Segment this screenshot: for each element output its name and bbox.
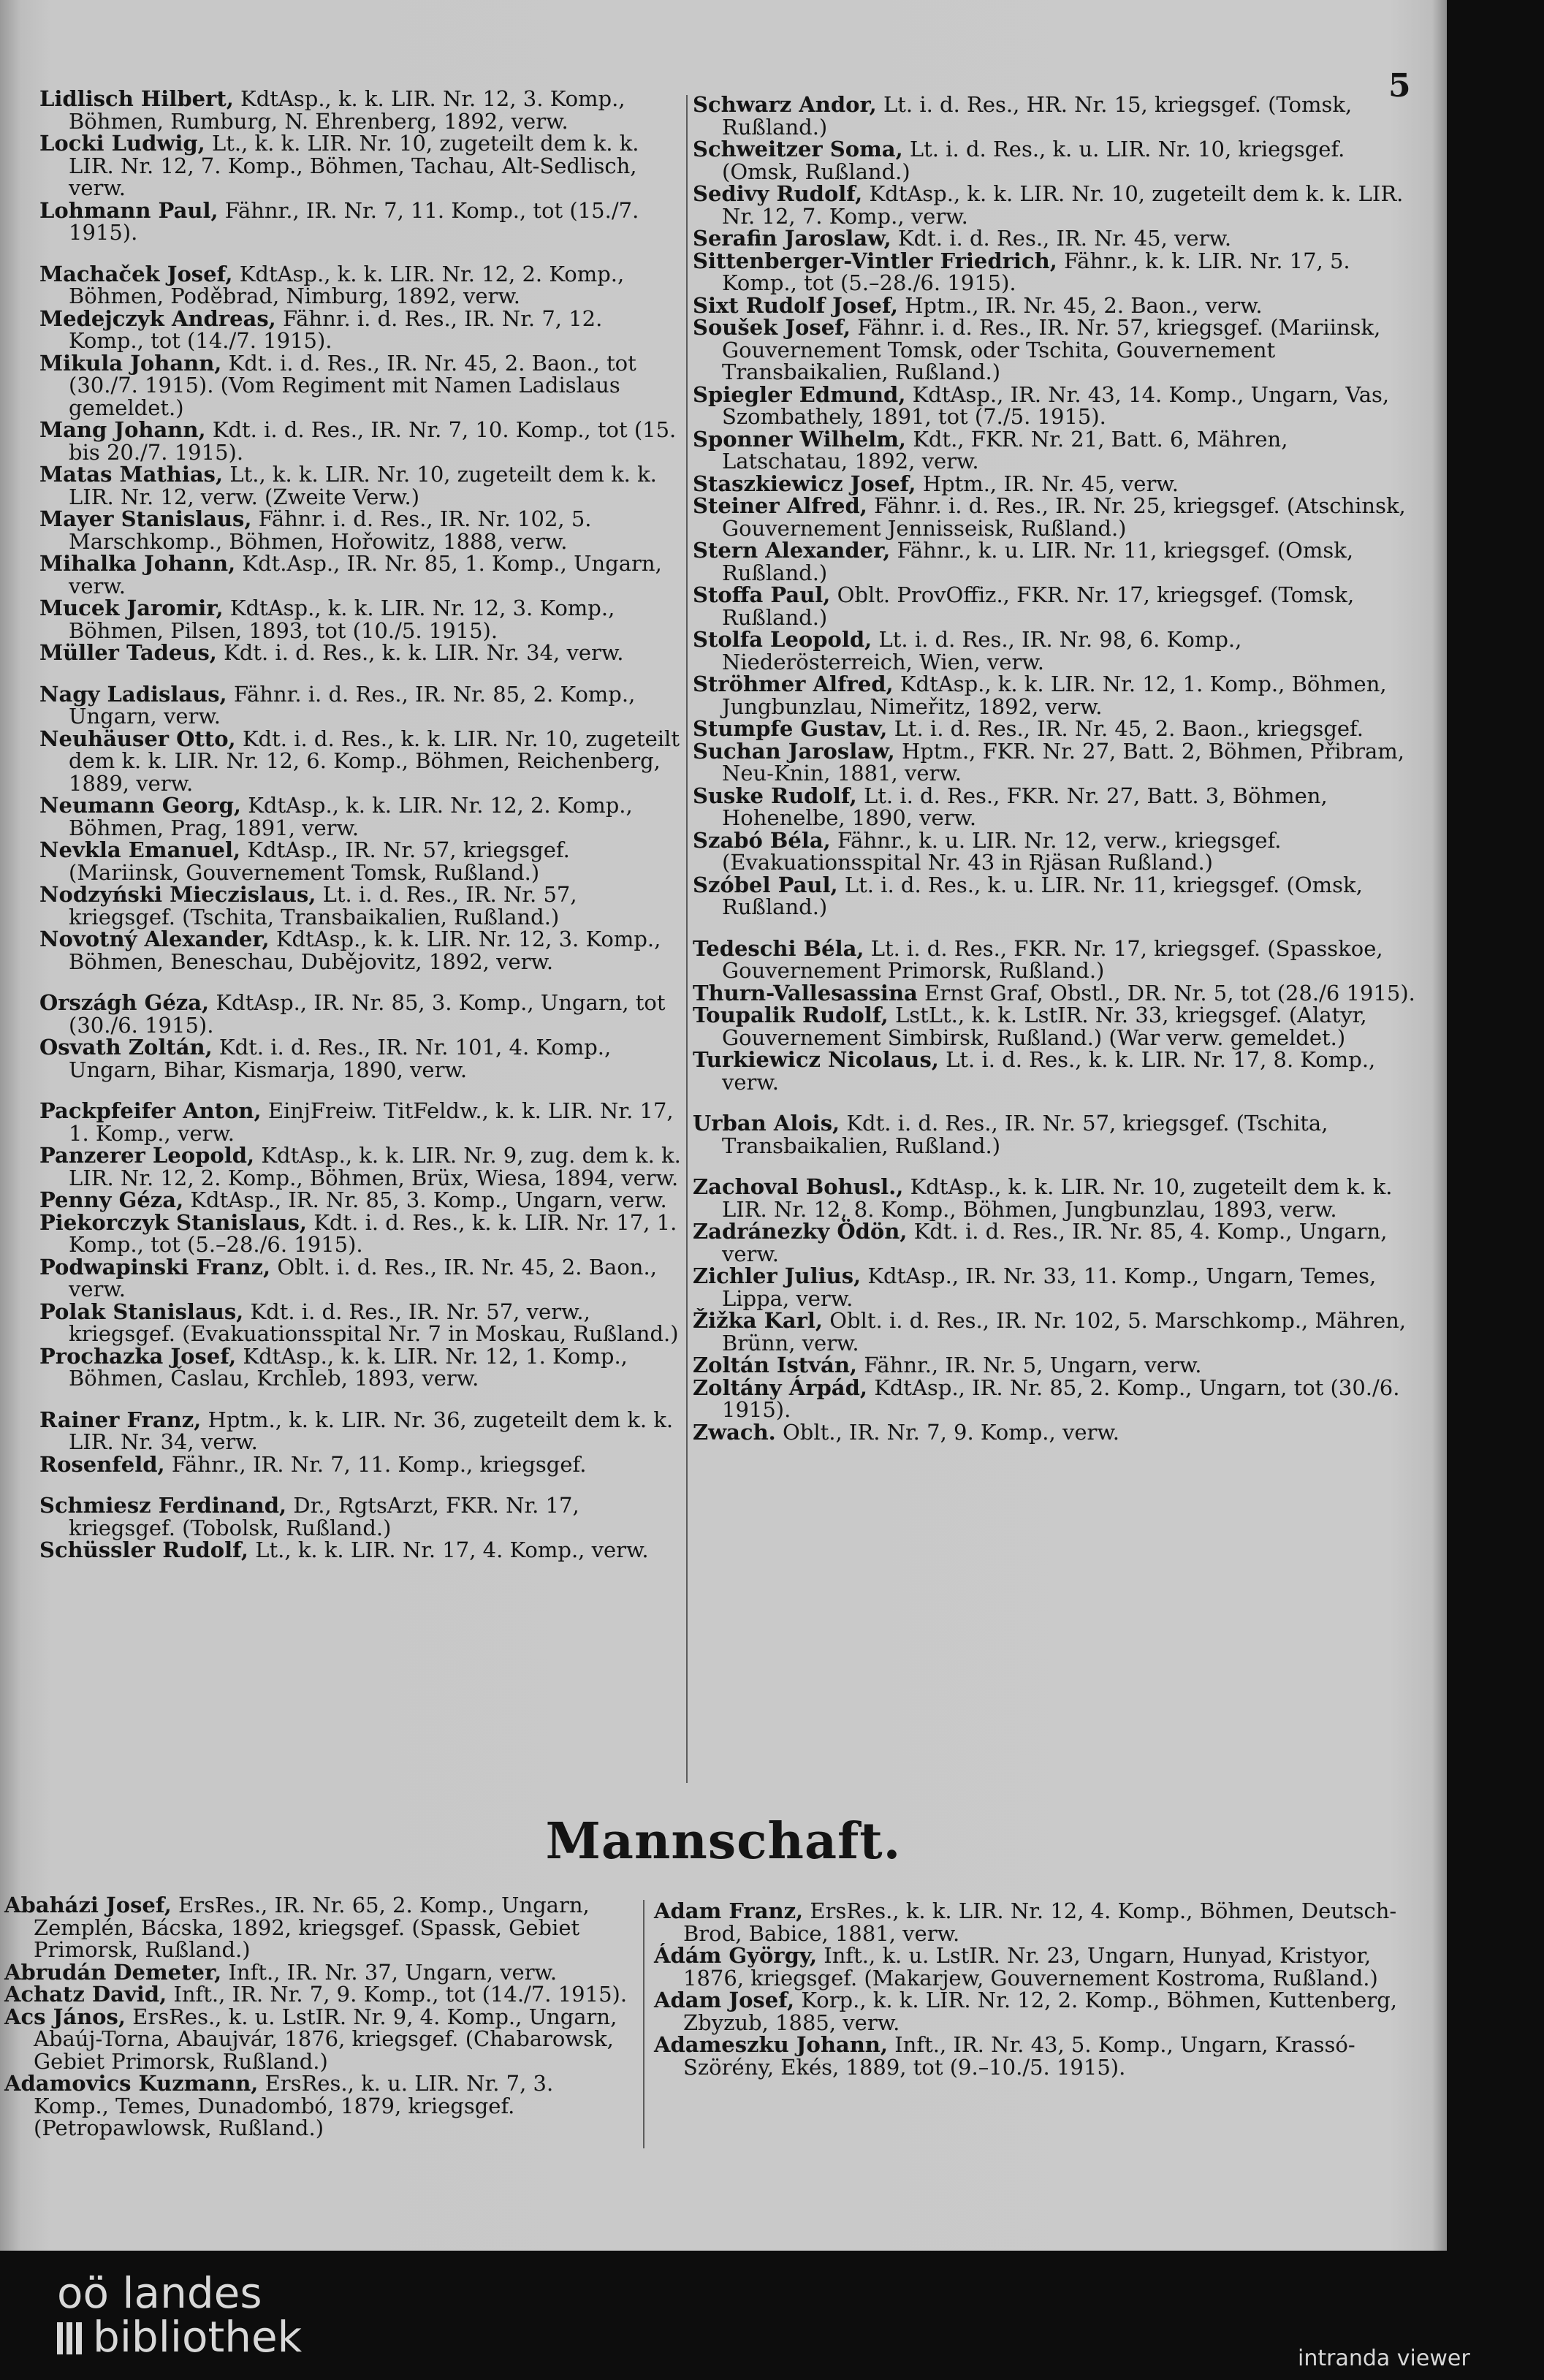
roster-entry (693, 1112, 1416, 1157)
roster-entry (654, 2034, 1414, 2078)
entry-text: Fähnr., IR. Nr. 7, 11. Komp., tot (15./7. 1915). (69, 197, 639, 245)
entry-text: Oblt. ProvOffiz., FKR. Nr. 17, kriegsgef. (Tomsk, Rußland.) (722, 582, 1355, 630)
entry-name: Adam Franz, (654, 1898, 804, 1923)
entry-name: Zoltány Árpád, (693, 1375, 867, 1400)
entry-name: Adamovics Kuzmann, (4, 2071, 259, 2096)
entry-name: Mucek Jaromir, (39, 596, 224, 620)
entry-name: Serafin Jaroslaw, (693, 226, 891, 251)
roster-entry (693, 294, 1416, 317)
entry-text: Ernst Graf, Obstl., DR. Nr. 5, tot (28./6 1915). (924, 980, 1415, 1005)
entry-text: Lt. i. d. Res., k. u. LIR. Nr. 10, kriegsgef. (Omsk, Rußland.) (722, 137, 1345, 184)
entry-name: Tedeschi Béla, (693, 935, 864, 961)
entry-name: Országh Géza, (39, 990, 210, 1015)
entry-name: Schwarz Andor, (693, 92, 877, 117)
entry-text: Hptm., k. k. LIR. Nr. 36, zugeteilt dem k. k. LIR. Nr. 34, verw. (69, 1407, 674, 1454)
page-number: 5 (1388, 67, 1411, 104)
logo-line-2: bibliothek (93, 2312, 303, 2362)
entry-name: Suske Rudolf, (693, 783, 857, 808)
entry-text: Fähnr. i. d. Res., IR. Nr. 57, kriegsgef. (Mariinsk, Gouvernement Tomsk, oder Tschita, Gouvernement Transbaikalien, Rußland.) (722, 315, 1381, 384)
roster-entry (39, 263, 682, 308)
roster-entry (39, 883, 682, 928)
roster-entry (39, 794, 682, 839)
roster-entry (693, 138, 1416, 183)
entry-text: KdtAsp., IR. Nr. 33, 11. Komp., Ungarn, Temes, Lippa, verw. (722, 1263, 1377, 1311)
entry-name: Medejczyk Andreas, (39, 305, 276, 331)
entry-text: Oblt. i. d. Res., IR. Nr. 45, 2. Baon., verw. (69, 1254, 657, 1301)
entry-text: KdtAsp., k. k. LIR. Nr. 12, 2. Komp., Böhmen, Prag, 1891, verw. (69, 793, 633, 840)
entry-text: Inft., IR. Nr. 43, 5. Komp., Ungarn, Krassó-Szörény, Ekés, 1889, tot (9.–10./5. 1915). (683, 2032, 1355, 2080)
entry-name: Sponner Wilhelm, (693, 426, 906, 452)
entry-text: KdtAsp., IR. Nr. 57, kriegsgef. (Mariinsk, Gouvernement Tomsk, Rußland.) (69, 837, 570, 885)
roster-entry (39, 199, 682, 244)
logo-line-1: oö landes (57, 2268, 262, 2318)
entry-text: Lt., k. k. LIR. Nr. 17, 4. Komp., verw. (255, 1537, 649, 1562)
entry-text: Lt. i. d. Res., IR. Nr. 57, kriegsgef. (Tschita, Transbaikalien, Rußland.) (69, 882, 577, 929)
roster-entry (39, 1256, 682, 1301)
entry-text: Kdt. i. d. Res., IR. Nr. 101, 4. Komp., Ungarn, Bihar, Kismarja, 1890, verw. (69, 1035, 612, 1082)
entry-text: ErsRes., k. u. LstIR. Nr. 9, 4. Komp., Ungarn, Abaúj-Torna, Abaujvár, 1876, kriegsgef. (Chabarowsk, Gebiet Primorsk, Rußland.) (34, 2004, 617, 2074)
entry-text: Lt. i. d. Res., IR. Nr. 98, 6. Komp., Niederösterreich, Wien, verw. (722, 627, 1242, 674)
entry-text: KdtAsp., IR. Nr. 85, 3. Komp., Ungarn, verw. (190, 1187, 667, 1212)
roster-entry (693, 628, 1416, 673)
entry-text: KdtAsp., k. k. LIR. Nr. 10, zugeteilt dem k. k. LIR. Nr. 12, 7. Komp., verw. (722, 181, 1404, 229)
entry-text: KdtAsp., IR. Nr. 43, 14. Komp., Ungarn, Vas, Szombathely, 1891, tot (7./5. 1915). (722, 381, 1390, 429)
entry-text: Kdt. i. d. Res., k. k. LIR. Nr. 10, zugeteilt dem k. k. LIR. Nr. 12, 6. Komp., Böhmen, Reichenberg, 1889, verw. (69, 726, 680, 796)
entry-text: Fähnr., IR. Nr. 5, Ungarn, verw. (864, 1353, 1202, 1377)
roster-entry (693, 94, 1416, 138)
entry-text: Fähnr., k. u. LIR. Nr. 12, verw., kriegsgef. (Evakuationsspital Nr. 43 in Rjäsan Rußland.) (722, 827, 1282, 875)
entry-name: Neumann Georg, (39, 793, 241, 818)
entry-text: Lt. i. d. Res., FKR. Nr. 17, kriegsgef. (Spasskoe, Gouvernement Primorsk, Rußland.) (722, 935, 1383, 983)
roster-entry (693, 829, 1416, 874)
entry-name: Abaházi Josef, (4, 1893, 172, 1917)
entry-name: Stolfa Leopold, (693, 627, 872, 652)
section-heading: Mannschaft. (545, 1812, 902, 1871)
roster-entry (39, 1209, 682, 1257)
entry-name: Sittenberger-Vintler Friedrich, (693, 248, 1057, 273)
entry-name: Osvath Zoltán, (39, 1035, 213, 1060)
entry-name: Mikula Johann, (39, 350, 222, 376)
bottom-left-column (4, 1894, 633, 2140)
roster-entry (39, 508, 682, 552)
entry-text: Oblt., IR. Nr. 7, 9. Komp., verw. (782, 1419, 1119, 1445)
roster-entry (39, 642, 682, 664)
entry-text: Lt. i. d. Res., k. k. LIR. Nr. 17, 8. Komp., verw. (722, 1047, 1376, 1095)
entry-name: Staszkiewicz Josef, (693, 471, 916, 496)
column-divider-top (686, 95, 688, 1783)
roster-entry (39, 463, 682, 508)
entry-text: Kdt.Asp., IR. Nr. 85, 1. Komp., Ungarn, verw. (69, 551, 662, 598)
entry-text: Kdt. i. d. Res., IR. Nr. 45, 2. Baon., tot (30./7. 1915). (Vom Regiment mit Namen Ladislaus gemeldet.) (69, 350, 636, 420)
entry-name: Zichler Julius, (693, 1263, 862, 1288)
entry-name: Zwach. (693, 1419, 776, 1445)
entry-text: Inft., k. u. LstIR. Nr. 23, Ungarn, Hunyad, Kristyor, 1876, kriegsgef. (Makarjew, Gouvernement Kostroma, Rußland.) (683, 1943, 1378, 1991)
roster-entry (39, 992, 682, 1036)
entry-name: Achatz David, (4, 1982, 167, 2007)
entry-name: Müller Tadeus, (39, 640, 217, 665)
roster-entry (39, 597, 682, 642)
roster-entry (39, 839, 682, 883)
roster-entry (39, 1409, 682, 1453)
roster-entry (693, 495, 1416, 539)
entry-text: KdtAsp., k. k. LIR. Nr. 12, 1. Komp., Böhmen, Časlau, Krchleb, 1893, verw. (69, 1343, 628, 1391)
roster-entry (39, 1036, 682, 1081)
entry-text: LstLt., k. k. LstIR. Nr. 33, kriegsgef. (Alatyr, Gouvernement Simbirsk, Rußland.) (War verw. gemeldet.) (722, 1003, 1367, 1050)
entry-text: Inft., IR. Nr. 37, Ungarn, verw. (228, 1959, 558, 1985)
roster-entry (693, 1309, 1416, 1354)
roster-entry (693, 1004, 1416, 1049)
roster-entry (693, 673, 1416, 718)
entry-text: KdtAsp., k. k. LIR. Nr. 10, zugeteilt dem k. k. LIR. Nr. 12, 8. Komp., Böhmen, Jungbunzlau, 1893, verw. (722, 1174, 1393, 1222)
entry-name: Spiegler Edmund, (693, 381, 906, 407)
entry-text: Inft., IR. Nr. 7, 9. Komp., tot (14./7. 1915). (173, 1982, 628, 2007)
entry-text: EinjFreiw. TitFeldw., k. k. LIR. Nr. 17, 1. Komp., verw. (69, 1098, 674, 1146)
viewer-label: intranda viewer (1298, 2346, 1470, 2371)
roster-entry (693, 428, 1416, 473)
entry-text: Lt. i. d. Res., HR. Nr. 15, kriegsgef. (Tomsk, Rußland.) (722, 92, 1353, 140)
entry-text: Kdt. i. d. Res., IR. Nr. 7, 10. Komp., tot (15. bis 20./7. 1915). (69, 417, 677, 465)
roster-entry (39, 552, 682, 597)
roster-entry (39, 88, 682, 132)
entry-name: Ströhmer Alfred, (693, 672, 894, 696)
entry-text: Kdt. i. d. Res., k. k. LIR. Nr. 17, 1. Komp., tot (5.–28./6. 1915). (69, 1209, 677, 1257)
entry-name: Mang Johann, (39, 417, 206, 442)
entry-name: Mihalka Johann, (39, 551, 236, 576)
entry-text: ErsRes., k. k. LIR. Nr. 12, 4. Komp., Böhmen, Deutsch-Brod, Babice, 1881, verw. (683, 1898, 1397, 1946)
entry-name: Lidlisch Hilbert, (39, 86, 234, 111)
roster-entry (693, 785, 1416, 829)
entry-text: Oblt. i. d. Res., IR. Nr. 102, 5. Marschkomp., Mähren, Brünn, verw. (722, 1308, 1407, 1356)
entry-name: Sixt Rudolf Josef, (693, 292, 898, 318)
entry-text: Lt. i. d. Res., FKR. Nr. 27, Batt. 3, Böhmen, Hohenelbe, 1890, verw. (722, 783, 1328, 830)
entry-name: Steiner Alfred, (693, 493, 867, 518)
entry-name: Adam Josef, (654, 1988, 795, 2012)
roster-entry (39, 1453, 682, 1476)
roster-entry (693, 1220, 1416, 1265)
entry-text: Kdt. i. d. Res., IR. Nr. 85, 4. Komp., Ungarn, verw. (722, 1219, 1388, 1266)
entry-name: Nevkla Emanuel, (39, 837, 241, 862)
logo-bars-icon (57, 2318, 85, 2362)
entry-name: Schüssler Rudolf, (39, 1537, 249, 1562)
entry-text: Hptm., FKR. Nr. 27, Batt. 2, Böhmen, Přibram, Neu-Knin, 1881, verw. (722, 738, 1405, 786)
roster-entry (693, 584, 1416, 628)
entry-text: Lt., k. k. LIR. Nr. 10, zugeteilt dem k. k. LIR. Nr. 12, 7. Komp., Böhmen, Tachau, Alt-Sedlisch, verw. (69, 131, 639, 200)
entry-text: Fähnr., IR. Nr. 7, 11. Komp., kriegsgef. (171, 1451, 587, 1477)
top-right-column (693, 94, 1416, 1443)
roster-entry (693, 1049, 1416, 1093)
entry-text: ErsRes., IR. Nr. 65, 2. Komp., Ungarn, Zemplén, Bácska, 1892, kriegsgef. (Spassk, Gebiet Primorsk, Rußland.) (34, 1893, 590, 1962)
roster-entry (39, 1301, 682, 1345)
roster-entry (693, 1421, 1416, 1444)
entry-text: KdtAsp., IR. Nr. 85, 3. Komp., Ungarn, tot (30./6. 1915). (69, 990, 666, 1038)
entry-name: Stoffa Paul, (693, 582, 831, 607)
entry-name: Szóbel Paul, (693, 872, 838, 897)
entry-text: Fähnr. i. d. Res., IR. Nr. 7, 12. Komp., tot (14./7. 1915). (69, 305, 603, 353)
entry-text: Fähnr. i. d. Res., IR. Nr. 25, kriegsgef. (Atschinsk, Gouvernement Jennisseisk, Rußland.) (722, 493, 1406, 541)
entry-text: Fähnr., k. u. LIR. Nr. 11, kriegsgef. (Omsk, Rußland.) (722, 538, 1354, 585)
entry-name: Thurn-Vallesassina (693, 980, 918, 1005)
entry-name: Žižka Karl, (693, 1308, 824, 1333)
roster-entry (693, 982, 1416, 1005)
roster-entry (693, 473, 1416, 495)
entry-name: Schmiesz Ferdinand, (39, 1493, 287, 1518)
roster-entry (39, 683, 682, 728)
roster-entry (39, 928, 682, 973)
entry-name: Stumpfe Gustav, (693, 716, 888, 741)
entry-text: Kdt. i. d. Res., IR. Nr. 57, kriegsgef. (Tschita, Transbaikalien, Rußland.) (722, 1111, 1328, 1158)
roster-entry (693, 740, 1416, 785)
roster-entry (39, 1539, 682, 1562)
roster-entry (693, 1354, 1416, 1377)
entry-name: Zoltán István, (693, 1353, 858, 1377)
entry-text: KdtAsp., k. k. LIR. Nr. 12, 3. Komp., Böhmen, Rumburg, N. Ehrenberg, 1892, verw. (69, 86, 625, 134)
roster-entry (39, 1345, 682, 1390)
entry-name: Nodzyński Mieczislaus, (39, 882, 316, 907)
roster-entry (39, 305, 682, 353)
entry-text: Kdt. i. d. Res., IR. Nr. 45, verw. (897, 226, 1232, 251)
roster-entry (39, 728, 682, 795)
entry-name: Polak Stanislaus, (39, 1299, 244, 1324)
library-logo (57, 2268, 303, 2362)
entry-text: KdtAsp., k. k. LIR. Nr. 12, 3. Komp., Böhmen, Beneschau, Dubějovitz, 1892, verw. (69, 927, 661, 974)
entry-name: Zadránezky Ödön, (693, 1219, 908, 1244)
roster-entry (39, 1144, 682, 1189)
entry-name: Machaček Josef, (39, 261, 233, 286)
roster-entry (693, 183, 1416, 227)
entry-name: Adameszku Johann, (654, 2032, 888, 2057)
entry-name: Abrudán Demeter, (4, 1959, 222, 1985)
entry-name: Szabó Béla, (693, 827, 831, 853)
entry-name: Schweitzer Soma, (693, 137, 903, 161)
entry-name: Turkiewicz Nicolaus, (693, 1047, 939, 1072)
top-left-column (39, 88, 682, 1562)
entry-name: Rosenfeld, (39, 1451, 165, 1477)
entry-text: KdtAsp., k. k. LIR. Nr. 12, 1. Komp., Böhmen, Jungbunzlau, Nimeřitz, 1892, verw. (722, 672, 1387, 719)
entry-name: Penny Géza, (39, 1187, 184, 1212)
entry-name: Novotný Alexander, (39, 927, 270, 951)
entry-text: KdtAsp., IR. Nr. 85, 2. Komp., Ungarn, tot (30./6. 1915). (722, 1375, 1400, 1422)
roster-entry (39, 419, 682, 463)
roster-entry (693, 316, 1416, 384)
roster-entry (4, 2072, 633, 2140)
entry-name: Packpfeifer Anton, (39, 1098, 262, 1123)
entry-name: Sedivy Rudolf, (693, 181, 863, 206)
entry-text: Lt. i. d. Res., k. u. LIR. Nr. 11, kriegsgef. (Omsk, Rußland.) (722, 872, 1363, 919)
roster-entry (693, 935, 1416, 983)
entry-text: Fähnr. i. d. Res., IR. Nr. 85, 2. Komp., Ungarn, verw. (69, 681, 636, 729)
entry-name: Neuhäuser Otto, (39, 726, 236, 751)
roster-entry (39, 352, 682, 419)
bottom-right-column (654, 1900, 1414, 2078)
entry-name: Rainer Franz, (39, 1407, 202, 1432)
entry-name: Panzerer Leopold, (39, 1143, 255, 1168)
entry-name: Ádám György, (654, 1943, 818, 1968)
entry-name: Prochazka Josef, (39, 1343, 237, 1369)
entry-text: Fähnr. i. d. Res., IR. Nr. 102, 5. Marschkomp., Böhmen, Hořowitz, 1888, verw. (69, 506, 592, 554)
entry-text: KdtAsp., k. k. LIR. Nr. 12, 2. Komp., Böhmen, Poděbrad, Nimburg, 1892, verw. (69, 261, 625, 308)
roster-entry (693, 874, 1416, 919)
roster-entry (654, 1989, 1414, 2034)
entry-name: Piekorczyk Stanislaus, (39, 1209, 308, 1235)
entry-name: Locki Ludwig, (39, 131, 205, 156)
entry-text: KdtAsp., k. k. LIR. Nr. 12, 3. Komp., Böhmen, Pilsen, 1893, tot (10./5. 1915). (69, 596, 615, 643)
entry-name: Nagy Ladislaus, (39, 681, 227, 707)
entry-name: Stern Alexander, (693, 538, 891, 563)
entry-text: Dr., RgtsArzt, FKR. Nr. 17, kriegsgef. (Tobolsk, Rußland.) (69, 1493, 579, 1540)
roster-entry (693, 539, 1416, 584)
entry-text: Hptm., IR. Nr. 45, 2. Baon., verw. (905, 292, 1263, 318)
roster-entry (693, 1265, 1416, 1309)
roster-entry (4, 2006, 633, 2073)
entry-name: Podwapinski Franz, (39, 1254, 271, 1280)
roster-entry (39, 1100, 682, 1144)
entry-text: Kdt., FKR. Nr. 21, Batt. 6, Mähren, Latschatau, 1892, verw. (722, 426, 1288, 474)
roster-entry (4, 1961, 633, 1984)
roster-entry (693, 1176, 1416, 1220)
roster-entry (4, 1894, 633, 1961)
entry-text: Fähnr., k. k. LIR. Nr. 17, 5. Komp., tot (5.–28./6. 1915). (722, 248, 1350, 295)
entry-name: Lohmann Paul, (39, 197, 218, 223)
roster-entry (39, 1494, 682, 1539)
entry-name: Acs János, (4, 2004, 126, 2029)
roster-entry (693, 381, 1416, 429)
roster-entry (693, 1377, 1416, 1421)
entry-text: Lt., k. k. LIR. Nr. 10, zugeteilt dem k. k. LIR. Nr. 12, verw. (Zweite Verw.) (69, 462, 657, 509)
entry-name: Toupalik Rudolf, (693, 1003, 889, 1027)
entry-name: Zachoval Bohusl., (693, 1174, 904, 1199)
roster-entry (654, 1944, 1414, 1989)
entry-name: Soušek Josef, (693, 315, 851, 340)
column-divider-bottom (643, 1900, 644, 2148)
roster-entry (693, 227, 1416, 250)
roster-entry (654, 1900, 1414, 1944)
entry-text: KdtAsp., k. k. LIR. Nr. 9, zug. dem k. k. LIR. Nr. 12, 2. Komp., Böhmen, Brüx, Wiesa, 1894, verw. (69, 1143, 681, 1190)
entry-text: Kdt. i. d. Res., IR. Nr. 57, verw., kriegsgef. (Evakuationsspital Nr. 7 in Moskau, Rußland.) (69, 1299, 679, 1346)
entry-name: Urban Alois, (693, 1111, 840, 1136)
roster-entry (39, 1189, 682, 1212)
entry-text: ErsRes., k. u. LIR. Nr. 7, 3. Komp., Temes, Dunadombó, 1879, kriegsgef. (Petropawlowsk, Rußland.) (34, 2071, 554, 2140)
entry-name: Mayer Stanislaus, (39, 506, 252, 531)
roster-entry (39, 132, 682, 199)
entry-text: Korp., k. k. LIR. Nr. 12, 2. Komp., Böhmen, Kuttenberg, Zbyzub, 1885, verw. (683, 1988, 1397, 2035)
entry-text: Kdt. i. d. Res., k. k. LIR. Nr. 34, verw. (224, 640, 624, 665)
entry-text: Hptm., IR. Nr. 45, verw. (922, 471, 1179, 496)
entry-name: Suchan Jaroslaw, (693, 738, 895, 764)
roster-entry (4, 1983, 633, 2006)
entry-text: Lt. i. d. Res., IR. Nr. 45, 2. Baon., kriegsgef. (894, 716, 1364, 741)
roster-entry (693, 250, 1416, 294)
entry-name: Matas Mathias, (39, 462, 224, 487)
roster-entry (693, 718, 1416, 740)
